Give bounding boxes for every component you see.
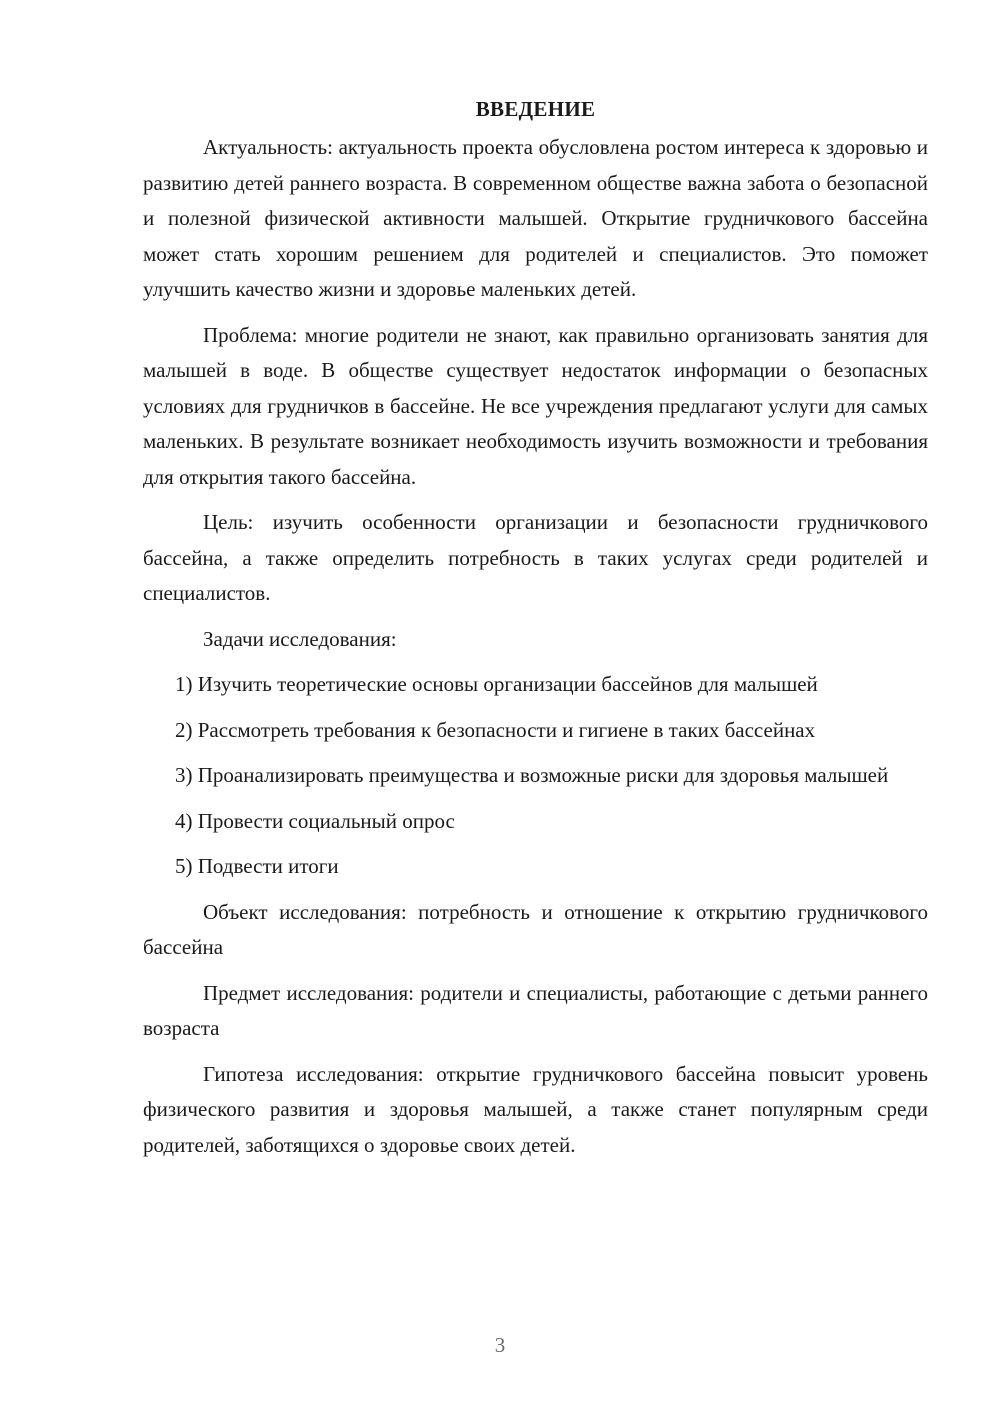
document-page xyxy=(143,92,928,1173)
paragraph-tasks-heading: Задачи исследования: xyxy=(203,626,397,651)
paragraph-problem: Проблема: многие родители не знают, как правильно организовать занятия для малышей в воде. В обществе существует недостаток информации о безопасных условиях для грудничков в бассейне. Не все учреждения предлагают услуги для самых маленьких. В результате возникает необходимость изучить возможности и требования для открытия такого бассейна. xyxy=(143,322,928,489)
paragraph-hypothesis: Гипотеза исследования: открытие грудничкового бассейна повысит уровень физического развития и здоровья малышей, а также станет популярным среди родителей, заботящихся о здоровье своих детей. xyxy=(143,1061,928,1157)
task-item-4: 4) Провести социальный опрос xyxy=(175,808,455,833)
task-item-2: 2) Рассмотреть требования к безопасности и гигиене в таких бассейнах xyxy=(175,717,816,742)
task-item-5: 5) Подвести итоги xyxy=(175,854,339,878)
page-number: 3 xyxy=(494,1333,506,1357)
section-title: ВВЕДЕНИЕ xyxy=(475,97,596,121)
task-item-1: 1) Изучить теоретические основы организации бассейнов для малышей xyxy=(175,672,818,696)
task-item-3: 3) Проанализировать преимущества и возможные риски для здоровья малышей xyxy=(175,763,889,787)
paragraph-subject: Предмет исследования: родители и специалисты, работающие с детьми раннего возраста xyxy=(143,980,928,1040)
paragraph-relevance: Актуальность: актуальность проекта обусловлена ростом интереса к здоровью и развитию детей раннего возраста. В современном обществе важна забота о безопасной и полезной физической активности малышей. Открытие грудничкового бассейна может стать хорошим решением для родителей и специалистов. Это поможет улучшить качество жизни и здоровье маленьких детей. xyxy=(143,135,928,301)
paragraph-object: Объект исследования: потребность и отношение к открытию грудничкового бассейна xyxy=(143,899,928,959)
paragraph-goal: Цель: изучить особенности организации и безопасности грудничкового бассейна, а также определить потребность в таких услугах среди родителей и специалистов. xyxy=(143,510,928,605)
